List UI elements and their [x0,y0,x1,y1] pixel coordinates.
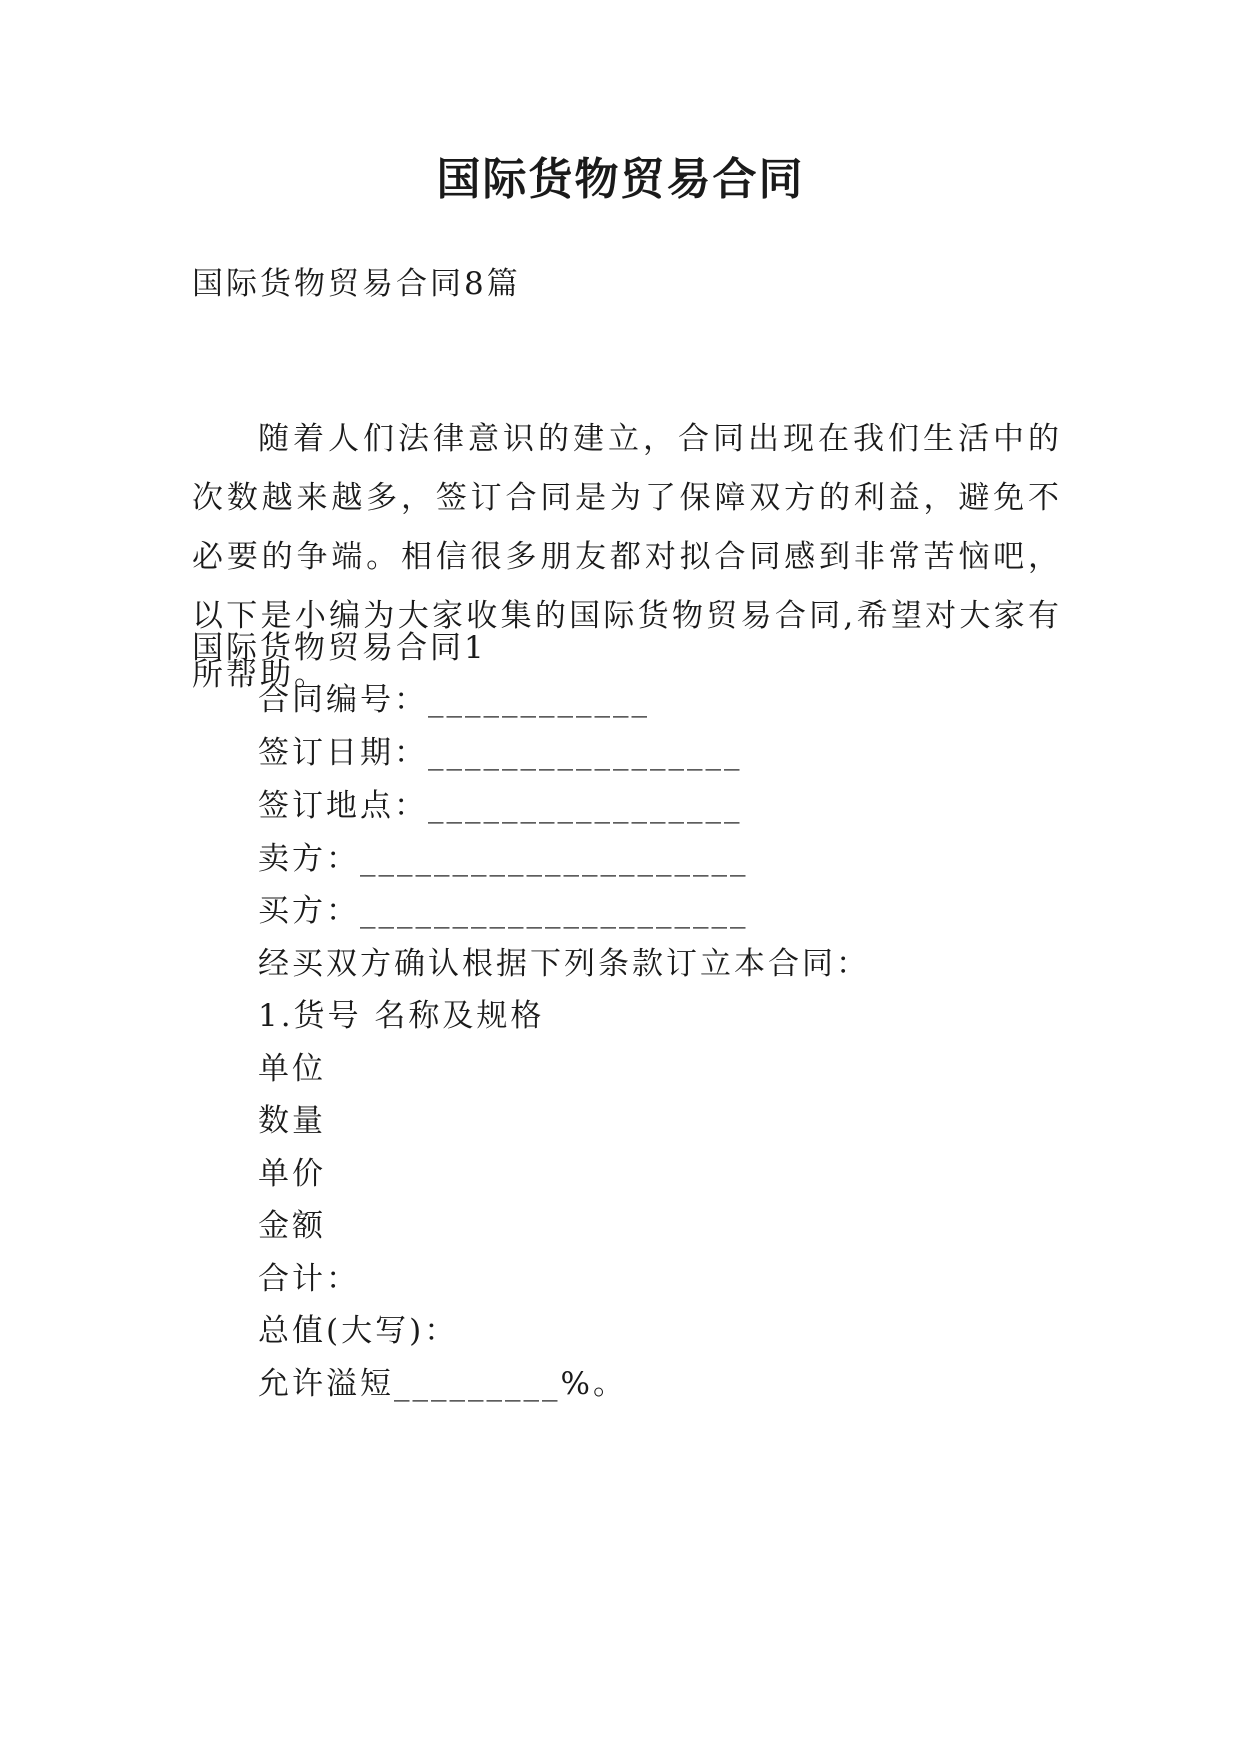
intro-paragraph: 随着人们法律意识的建立，合同出现在我们生活中的次数越来越多，签订合同是为了保障双方的利益，避免不必要的争端。相信很多朋友都对拟合同感到非常苦恼吧，以下是小编为大家收集的国际货物贸易合同,希望对大家有所帮助。 [192,421,1062,693]
total-value-line: 总值(大写)： [258,1313,459,1349]
buyer-field: 买方：_____________________ [258,893,749,929]
item-header-line: 1.货号 名称及规格 [258,998,545,1034]
total-line: 合计： [258,1261,360,1297]
signing-date-field: 签订日期：_________________ [258,735,743,771]
quantity-line: 数量 [258,1103,326,1139]
signing-place-field: 签订地点：_________________ [258,788,743,824]
unit-line: 单位 [258,1051,326,1087]
document-title: 国际货物贸易合同 [436,154,805,205]
section-heading: 国际货物贸易合同1 [192,630,487,666]
contract-number-field: 合同编号：____________ [258,682,650,718]
unit-price-line: 单价 [258,1156,326,1192]
terms-intro-line: 经买双方确认根据下列条款订立本合同： [258,946,870,982]
seller-field: 卖方：_____________________ [258,841,749,877]
tolerance-line: 允许溢短_________%。 [258,1366,627,1402]
document-subtitle: 国际货物贸易合同8篇 [192,266,521,302]
amount-line: 金额 [258,1208,326,1244]
